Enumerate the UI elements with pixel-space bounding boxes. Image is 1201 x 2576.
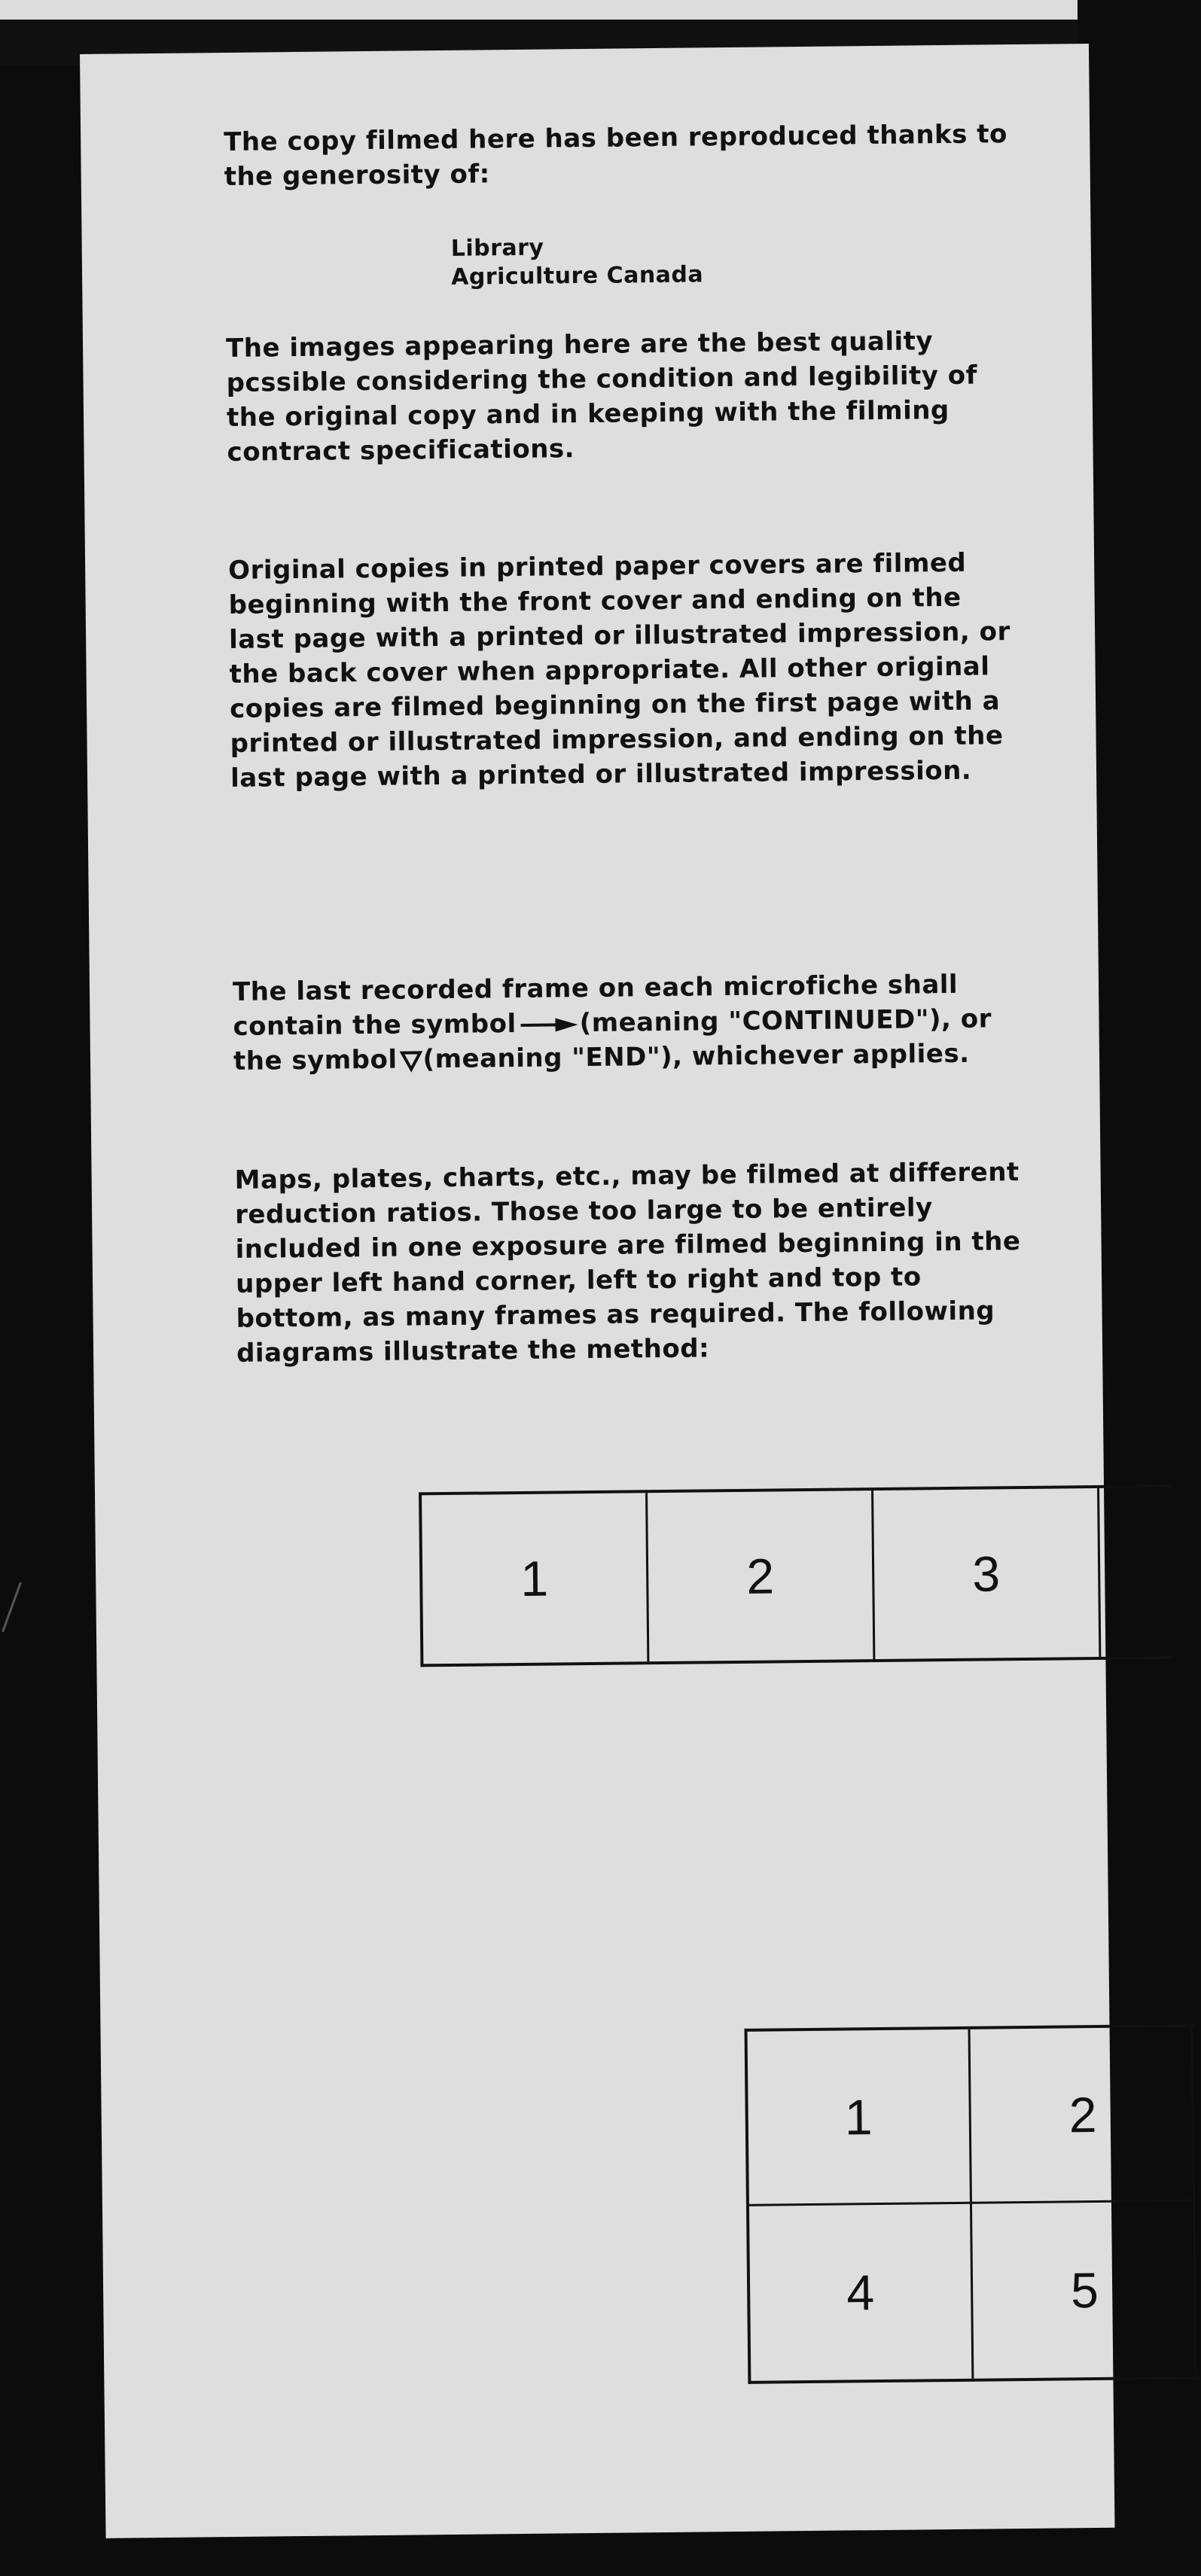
original-copies-paragraph: Original copies in printed paper covers are filmed beginning with the front cover and ending on the last page with a printed or illustrated impression, or the back cover when appropriate. All other original copies are filmed beginning on the first page with a printed or illustrated impression, and ending on the last page with a printed or illustrated impression. [227,547,1010,793]
symbol-paragraph [233,967,1024,1079]
library-line-2: Agriculture Canada [450,261,704,291]
diagram-frame-row [419,1484,1173,1667]
triangle-down-icon [400,1051,421,1070]
grid-cell: 5 [972,2202,1196,2379]
frame-cell: 2 [648,1490,875,1661]
symbol-text-1: The last recorded frame on each microfiche shall contain the symbol [232,969,959,1042]
intro-text: The copy filmed here has been reproduced thanks to the generosity of: [224,119,1008,193]
maps-paragraph: Maps, plates, charts, etc., may be filmed at different reduction ratios. Those too large to be entirely included in one exposure are filmed beginning in the upper left hand corner, left to right and top to bottom, as many frames as required. The following diagrams illustrate the method: [234,1157,1021,1369]
library-line-1: Library [450,234,544,262]
diagram-frame-grid [745,2024,1200,2384]
frame-cell: 1 [422,1493,649,1664]
grid-cell: 2 [971,2027,1195,2204]
document-page [80,44,1114,2538]
grid-cell: 1 [748,2029,972,2206]
film-scratch-mark [2,1582,22,1633]
library-credit [451,232,704,292]
grid-cell: 4 [749,2204,974,2381]
frame-cell: 3 [873,1488,1101,1659]
symbol-text-2: (meaning "CONTINUED"), or the symbol [233,1003,992,1076]
symbol-text-3: (meaning "END"), whichever applies. [422,1038,970,1075]
film-top-strip [0,0,1078,20]
arrow-right-icon [521,1018,578,1032]
quality-paragraph: The images appearing here are the best quality pcssible considering the condition and legibility of the original copy and in keeping with the filming contract specifications. [225,326,978,467]
